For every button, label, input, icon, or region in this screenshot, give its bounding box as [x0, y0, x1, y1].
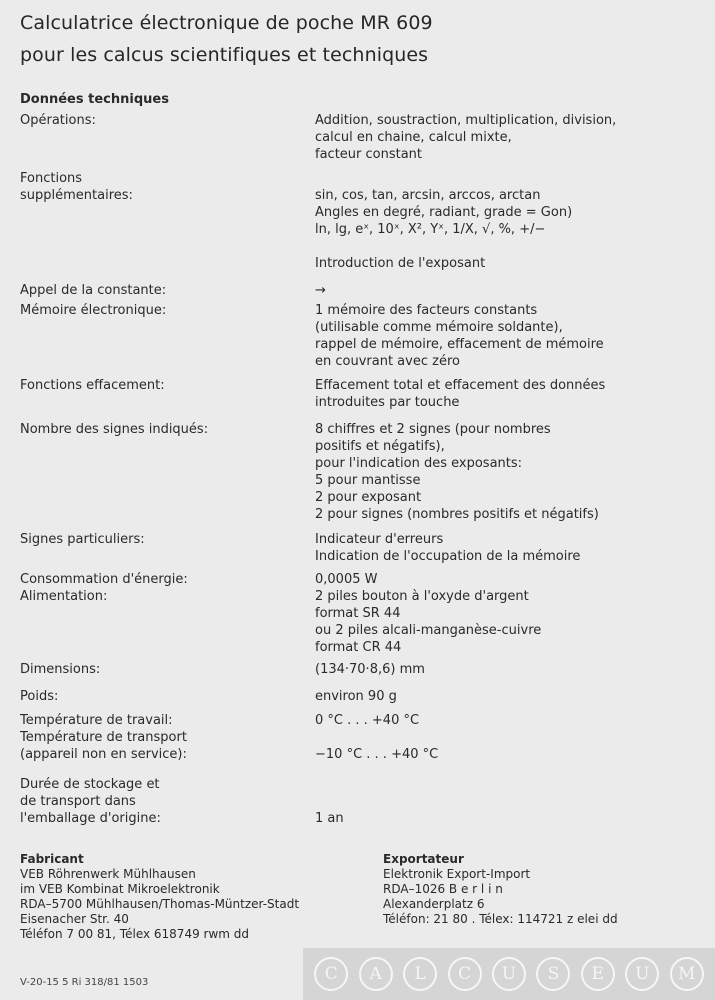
spec-label [20, 688, 310, 705]
watermark-letter: E [581, 957, 615, 991]
spec-value [315, 377, 705, 411]
spec-label-line: Mémoire électronique: [20, 303, 167, 318]
manufacturer-line: im VEB Kombinat Mikroelektronik [20, 882, 220, 896]
spec-label [20, 377, 310, 394]
watermark-letter: A [359, 957, 393, 991]
section-heading: Données techniques [20, 92, 169, 107]
watermark-letter: U [625, 957, 659, 991]
spec-value-line: 8 chiffres et 2 signes (pour nombres [315, 422, 551, 437]
spec-value-line: calcul en chaine, calcul mixte, [315, 130, 512, 145]
spec-value-line: positifs et négatifs), [315, 439, 445, 454]
spec-value [315, 531, 705, 565]
watermark-letter: M [670, 957, 704, 991]
watermark-letter: S [536, 957, 570, 991]
watermark-letter: C [314, 957, 348, 991]
spec-value-line: 0,0005 W [315, 572, 378, 587]
spec-value-line: introduites par touche [315, 395, 460, 410]
spec-value-line: Introduction de l'exposant [315, 256, 486, 271]
spec-value-line [315, 729, 705, 746]
exporter-line: RDA–1026 B e r l i n [383, 882, 503, 896]
spec-label [20, 421, 310, 438]
spec-value [315, 712, 705, 763]
document-title-line-1: Calculatrice électronique de poche MR 609 [20, 12, 433, 34]
spec-value [315, 302, 705, 370]
spec-value [315, 112, 705, 163]
document-title-line-2: pour les calcus scientifiques et techniques [20, 44, 429, 66]
spec-label [20, 282, 310, 299]
spec-value [315, 170, 705, 272]
spec-label-line: Nombre des signes indiqués: [20, 422, 209, 437]
spec-value-line: (utilisable comme mémoire soldante), [315, 320, 563, 335]
spec-value [315, 282, 705, 299]
spec-label-line: (appareil non en service): [20, 747, 187, 762]
spec-value-line: Addition, soustraction, multiplication, division, [315, 113, 617, 128]
spec-value-line: pour l'indication des exposants: [315, 456, 523, 471]
spec-value-line: Indicateur d'erreurs [315, 532, 444, 547]
calcuseum-watermark [303, 948, 715, 1000]
exporter-line: Téléfon: 21 80 . Télex: 114721 z elei dd [383, 912, 618, 926]
spec-value-line: format SR 44 [315, 606, 401, 621]
exporter-heading: Exportateur [383, 852, 464, 866]
spec-value-line: 1 an [315, 811, 344, 826]
spec-value-line: (134·70·8,6) mm [315, 662, 425, 677]
spec-value-line: 5 pour mantisse [315, 473, 421, 488]
spec-label-line: Opérations: [20, 113, 96, 128]
spec-value [315, 776, 705, 827]
spec-value-line: ln, lg, eˣ, 10ˣ, X², Yˣ, 1/X, √, %, +/− [315, 222, 546, 237]
exporter-line: Alexanderplatz 6 [383, 897, 485, 911]
spec-label-line: Température de transport [20, 730, 187, 745]
spec-value-line: 2 pour signes (nombres positifs et négatifs) [315, 507, 599, 522]
spec-label-line: l'emballage d'origine: [20, 811, 161, 826]
spec-value-line: en couvrant avec zéro [315, 354, 460, 369]
spec-value-line [315, 793, 705, 810]
spec-label [20, 112, 310, 129]
spec-label [20, 776, 310, 827]
print-code: V-20-15 5 Ri 318/81 1503 [20, 977, 149, 988]
manufacturer-heading: Fabricant [20, 852, 84, 866]
spec-label [20, 302, 310, 319]
spec-value-line: Effacement total et effacement des données [315, 378, 606, 393]
manufacturer-block [20, 852, 299, 942]
watermark-letter: U [492, 957, 526, 991]
spec-label [20, 571, 310, 605]
spec-label-line: supplémentaires: [20, 188, 133, 203]
spec-value-line [315, 776, 705, 793]
spec-label-line: Durée de stockage et [20, 777, 160, 792]
spec-label-line: de transport dans [20, 794, 136, 809]
spec-value-line: environ 90 g [315, 689, 397, 704]
spec-value-line: 2 piles bouton à l'oxyde d'argent [315, 589, 529, 604]
spec-value-line: 0 °C . . . +40 °C [315, 713, 420, 728]
exporter-line: Elektronik Export-Import [383, 867, 531, 881]
spec-value-line: facteur constant [315, 147, 423, 162]
spec-value-line: 1 mémoire des facteurs constants [315, 303, 538, 318]
watermark-letter: C [448, 957, 482, 991]
spec-label-line: Poids: [20, 689, 59, 704]
spec-value [315, 571, 705, 656]
watermark-letter: L [403, 957, 437, 991]
spec-value-line: format CR 44 [315, 640, 402, 655]
spec-label-line: Alimentation: [20, 589, 108, 604]
spec-value-line: ou 2 piles alcali-manganèse-cuivre [315, 623, 542, 638]
spec-label-line: Dimensions: [20, 662, 101, 677]
spec-value [315, 661, 705, 678]
spec-value-line: −10 °C . . . +40 °C [315, 747, 439, 762]
spec-value-line: Indication de l'occupation de la mémoire [315, 549, 581, 564]
spec-value-line [315, 170, 705, 187]
spec-label-line: Température de travail: [20, 713, 173, 728]
spec-value-line [315, 238, 705, 255]
spec-label [20, 712, 310, 763]
spec-label [20, 531, 310, 548]
spec-value-line: → [315, 283, 326, 298]
spec-label-line: Fonctions [20, 171, 83, 186]
spec-label [20, 661, 310, 678]
manufacturer-line: Téléfon 7 00 81, Télex 618749 rwm dd [20, 927, 250, 941]
spec-label-line: Appel de la constante: [20, 283, 167, 298]
spec-value-line: Angles en degré, radiant, grade = Gon) [315, 205, 573, 220]
spec-label [20, 170, 310, 204]
spec-value-line: rappel de mémoire, effacement de mémoire [315, 337, 604, 352]
spec-label-line: Signes particuliers: [20, 532, 145, 547]
manufacturer-line: Eisenacher Str. 40 [20, 912, 129, 926]
spec-label-line: Fonctions effacement: [20, 378, 165, 393]
manufacturer-line: RDA–5700 Mühlhausen/Thomas-Müntzer-Stadt [20, 897, 300, 911]
spec-value-line: sin, cos, tan, arcsin, arccos, arctan [315, 188, 541, 203]
exporter-block [383, 852, 618, 927]
spec-value [315, 688, 705, 705]
spec-label-line: Consommation d'énergie: [20, 572, 188, 587]
spec-value [315, 421, 705, 523]
manufacturer-line: VEB Röhrenwerk Mühlhausen [20, 867, 196, 881]
spec-value-line: 2 pour exposant [315, 490, 422, 505]
